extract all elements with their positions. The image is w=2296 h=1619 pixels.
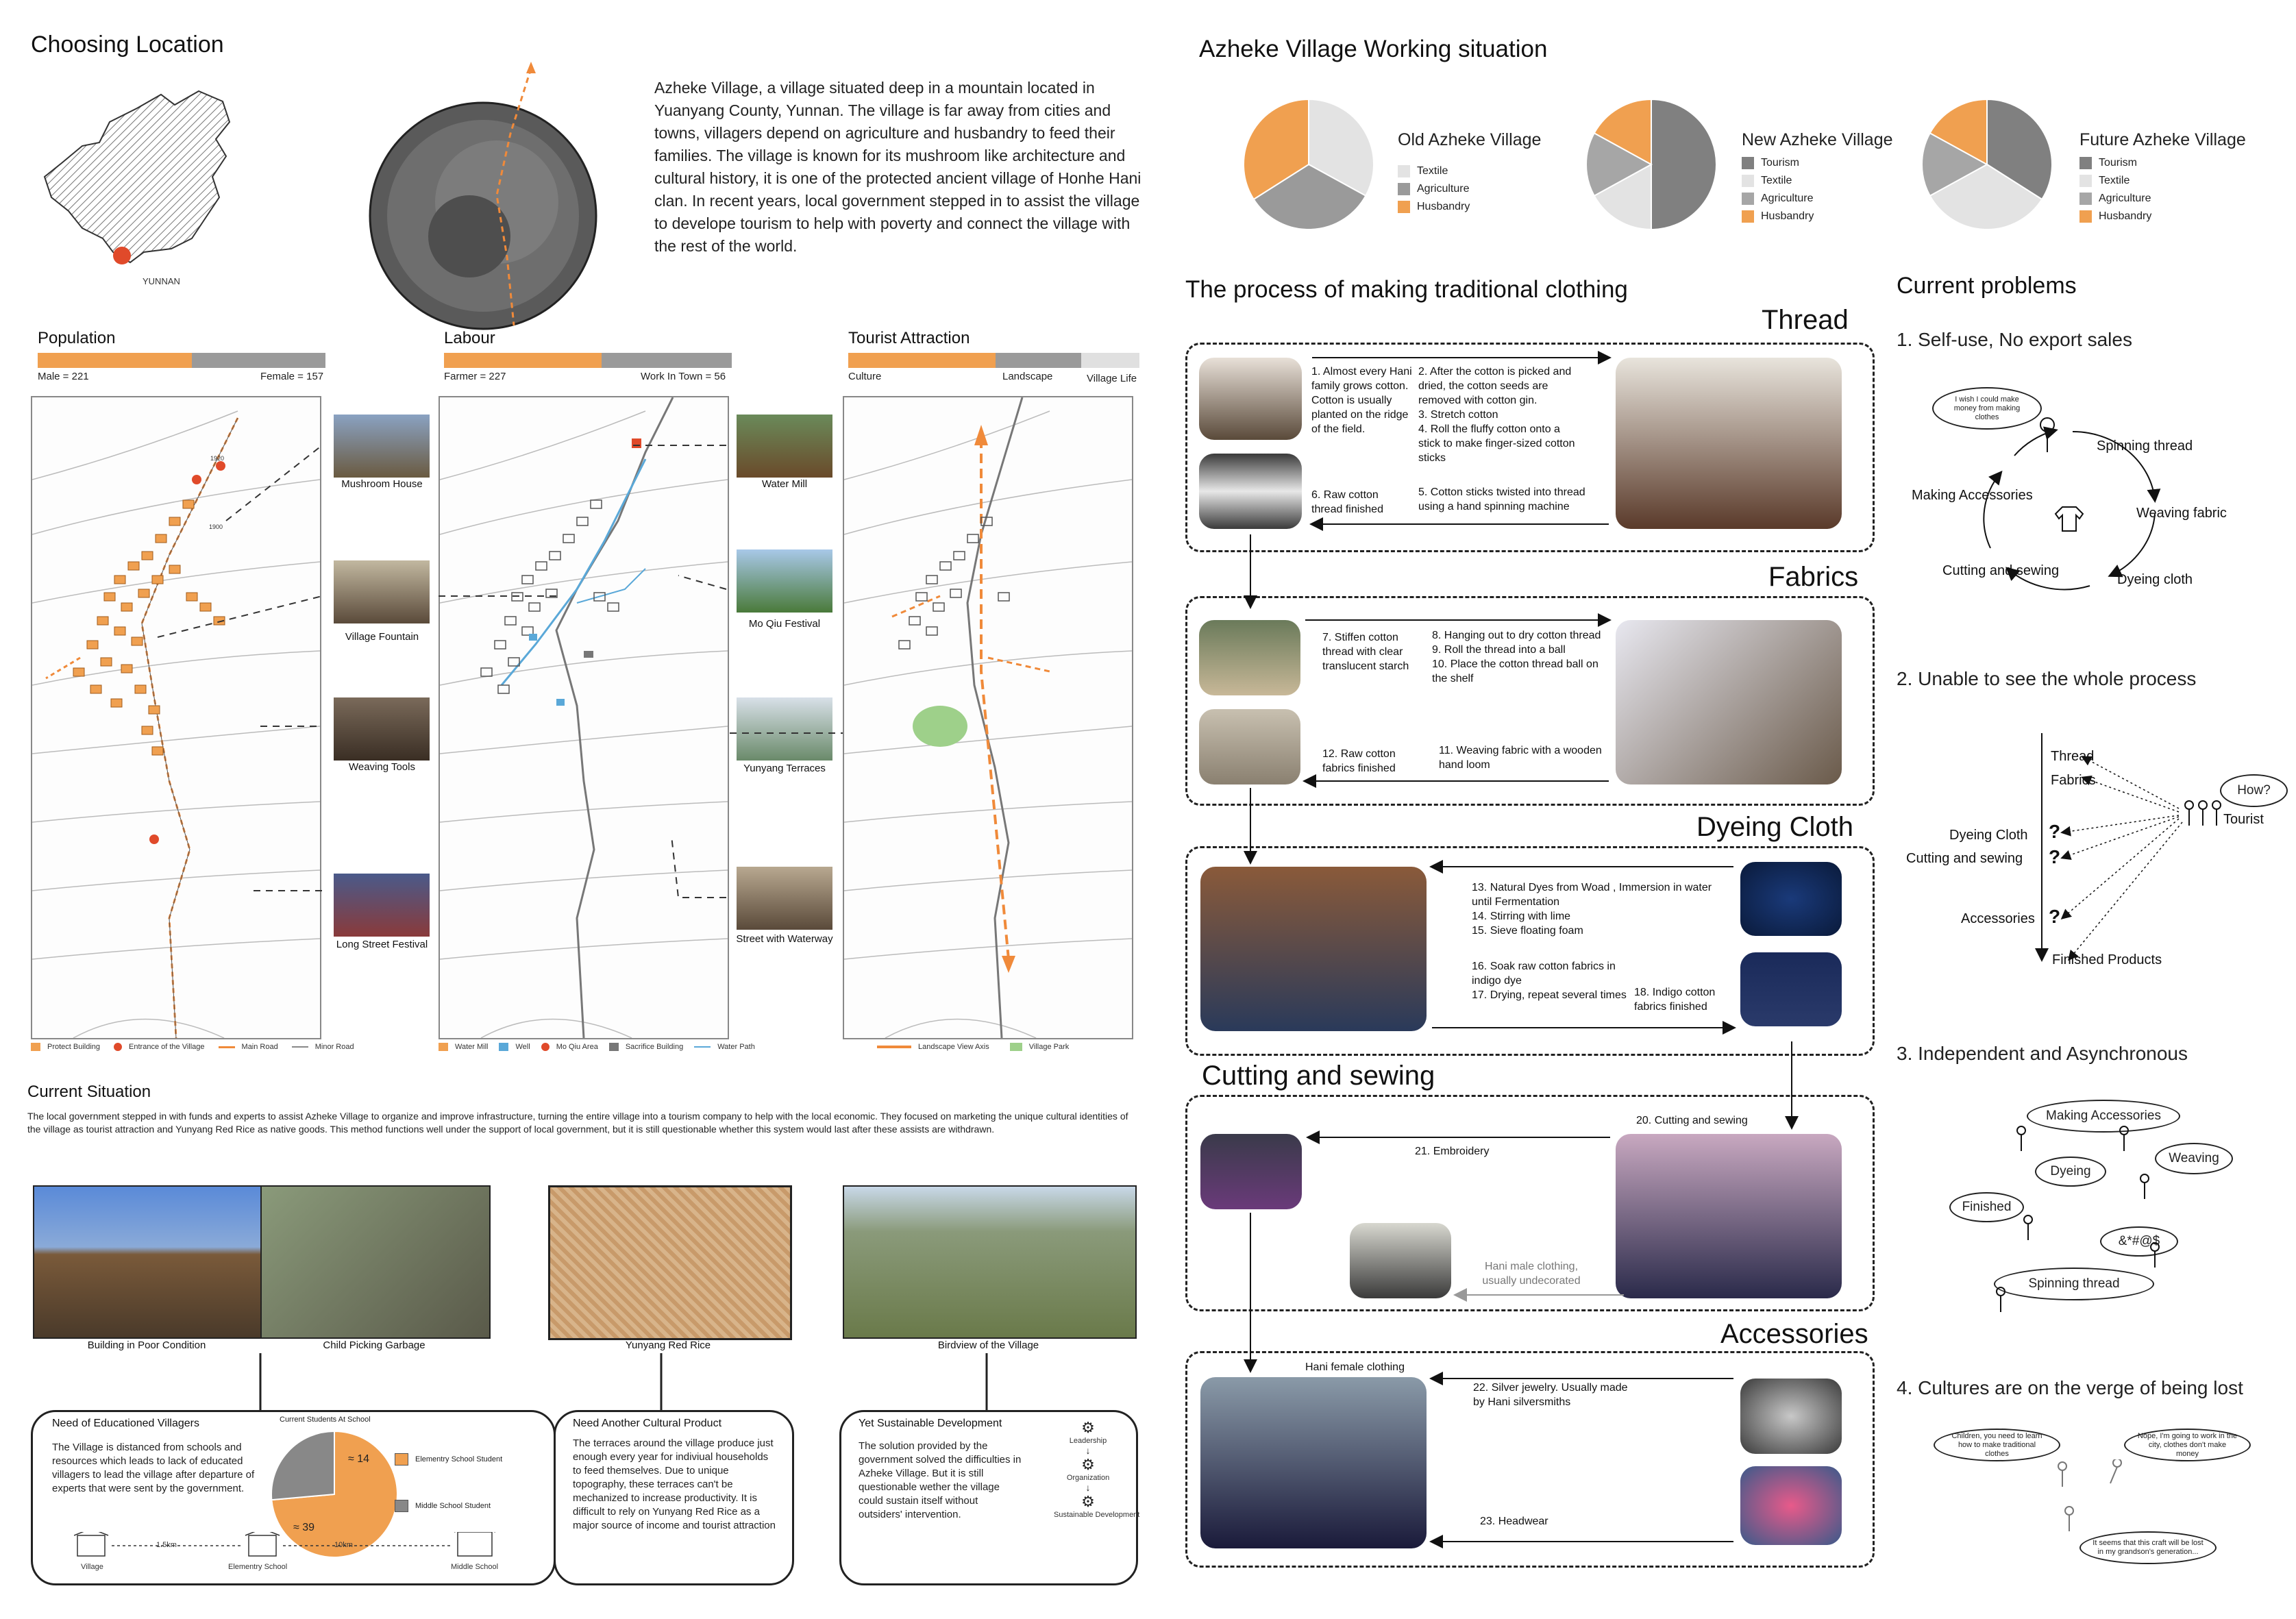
labour-farmer-bar [444, 353, 602, 368]
photo-cotton-thread [1199, 454, 1302, 529]
population-title: Population [38, 329, 116, 347]
photo-poor-building [33, 1185, 263, 1339]
tourist-legend: Landscape View Axis Village Park [877, 1043, 1069, 1051]
p4-bubble-grandparent: It seems that this craft will be lost in my grandson's generation... [2079, 1531, 2217, 1564]
photo-street-waterway [737, 867, 832, 930]
sustainable-box-title: Yet Sustainable Development [859, 1418, 1002, 1429]
problems-title: Current problems [1897, 273, 2077, 299]
photo-mushroom-house [334, 415, 430, 478]
photo-starch [1199, 620, 1300, 695]
tourist-label-village: Village Life [1087, 373, 1137, 384]
current-situation-title: Current Situation [27, 1083, 151, 1101]
male-count: Male = 221 [38, 371, 89, 382]
thread-step-2-4: 2. After the cotton is picked and dried, the cotton seeds are removed with cotton gin. 3. Stretch cotton 4. Roll the fluffy cotton onto a stick to make finger-sized cotton sticks [1418, 366, 1575, 464]
labour-map [439, 396, 729, 1039]
p4-bubble-elder: Children, you need to learn how to make traditional clothes [1934, 1429, 2060, 1461]
photo-male-clothing [1350, 1223, 1451, 1298]
pie-future [1918, 89, 2056, 240]
caption-birdview: Birdview of the Village [937, 1339, 1039, 1351]
dyeing-step-13-15: 13. Natural Dyes from Woad , Immersion in water until Fermentation 14. Stirring with lime 15. Sieve floating foam [1472, 882, 1712, 937]
cultural-box-text: The terraces around the village produce just enough every year for indiviual households to feed themselves. Due to unique topography, these terraces can't be mechanized to increase productivity. It is difficult to rely on Yunyang Red Rice as a major source of income and tourist attraction [573, 1437, 776, 1531]
p2-fabrics: Fabrics [2051, 773, 2096, 788]
sustainable-box-text: The solution provided by the government solved the difficulties in Azheke Village. But it is still questionable wether the village could sustain itself without outsiders' intervention. [859, 1440, 1022, 1520]
labour-title: Labour [444, 329, 495, 347]
p2-tourist-label: Tourist [2223, 812, 2264, 827]
thread-step-5: 5. Cotton sticks twisted into thread using a hand spinning machine [1418, 486, 1585, 512]
photo-village-fountain [334, 560, 430, 623]
female-clothing-caption: Hani female clothing [1305, 1361, 1405, 1373]
caption-long-street-festival: Long Street Festival [336, 939, 428, 950]
fabric-step-8-10: 8. Hanging out to dry cotton thread 9. Roll the thread into a ball 10. Place the cotton thread ball on the shelf [1432, 630, 1601, 684]
path-elementary: Elementry School [228, 1563, 288, 1571]
problem-1-title: 1. Self-use, No export sales [1897, 329, 2132, 350]
organization-icon: ⚙ [1081, 1456, 1095, 1473]
photo-loom [1616, 620, 1842, 784]
photo-embroidery [1200, 1134, 1302, 1209]
yunnan-label: YUNNAN [143, 276, 180, 286]
cycle-dyeing-cloth: Dyeing cloth [2117, 572, 2193, 587]
cutting-section-title: Cutting and sewing [1191, 1061, 1446, 1091]
photo-raw-fabric [1199, 709, 1300, 784]
tourist-culture-bar [848, 353, 996, 368]
cycle-cutting-sewing: Cutting and sewing [1942, 563, 2060, 578]
students-pie-g-slice-1 [271, 1431, 334, 1500]
tourist-label-landscape: Landscape [1002, 371, 1053, 382]
choosing-location-title: Choosing Location [31, 32, 224, 58]
satellite-circle [367, 58, 606, 332]
svg-text:1900: 1900 [209, 523, 223, 530]
education-box-title: Need of Educationed Villagers [52, 1418, 199, 1429]
labour-legend: Water Mill Well Mo Qiu Area Sacrifice Building Water Path [439, 1043, 755, 1051]
town-count: Work In Town = 56 [641, 371, 726, 382]
dyeing-step-18: 18. Indigo cotton fabrics finished [1634, 987, 1716, 1013]
cycle-spinning-thread: Spinning thread [2097, 438, 2193, 454]
photo-silver-jewelry [1740, 1379, 1842, 1454]
tourists-icon [2185, 801, 2221, 826]
leadership-icon: ⚙ [1081, 1419, 1095, 1436]
current-situation-text: The local government stepped in with funds and experts to assist Azheke Village to organize and improve infrastructure, turning the entire village into a tourism company to help with the local economic. They focused on marketing the unique cultural identities of the village as tourist attraction and Yunyang Red Rice as native goods. This method functions well under the support of local government, but it is still questionable whether this system would last after these assists are withdrawn. [27, 1111, 1128, 1135]
p3-bubble-finished: Finished [1949, 1192, 2024, 1222]
thread-section-title: Thread [1751, 305, 1860, 336]
photo-dyeing-vat [1200, 867, 1427, 1031]
population-female-bar [192, 353, 325, 368]
population-map [31, 396, 321, 1039]
pie-legend-elementary: Elementry School Student [395, 1453, 502, 1466]
thread-step-1: 1. Almost every Hani family grows cotton. Cotton is usually planted on the ridge of the field. [1311, 366, 1412, 435]
fabric-step-7: 7. Stiffen cotton thread with clear translucent starch [1322, 632, 1409, 672]
problem-2-title: 2. Unable to see the whole process [1897, 668, 2197, 689]
process-title: The process of making traditional clothing [1185, 276, 1628, 303]
pie-label-elementary: ≈ 39 [293, 1522, 315, 1533]
svg-text:1920: 1920 [210, 455, 225, 462]
tourist-label-culture: Culture [848, 371, 882, 382]
accessory-step-22: 22. Silver jewelry. Usually made by Hani silversmiths [1473, 1382, 1628, 1408]
problem-4-title: 4. Cultures are on the verge of being lost [1897, 1377, 2243, 1398]
p4-people-icons [2049, 1459, 2145, 1548]
p2-finished-products: Finished Products [2052, 952, 2162, 967]
photo-red-rice [548, 1185, 792, 1340]
accessories-section-title: Accessories [1709, 1319, 1879, 1350]
dyeing-section-title: Dyeing Cloth [1686, 812, 1864, 843]
photo-spinning [1616, 358, 1842, 529]
p2-question-2: ? [2049, 846, 2061, 867]
tourist-landscape-bar [996, 353, 1081, 368]
working-situation-title: Azheke Village Working situation [1199, 36, 1548, 62]
path-distance-2: 10km [334, 1541, 353, 1549]
tourist-attraction-title: Tourist Attraction [848, 329, 970, 347]
fabrics-section-title: Fabrics [1757, 562, 1869, 593]
caption-village-fountain: Village Fountain [345, 631, 419, 643]
female-count: Female = 157 [260, 371, 324, 382]
sustainable-box [839, 1410, 1138, 1585]
thread-step-6: 6. Raw cotton thread finished [1311, 489, 1383, 515]
dyeing-step-16-17: 16. Soak raw cotton fabrics in indigo dye 17. Drying, repeat several times [1472, 961, 1627, 1001]
photo-indigo-fabric [1740, 952, 1842, 1026]
p3-people-icons [1980, 1124, 2199, 1322]
cultural-box-title: Need Another Cultural Product [573, 1418, 722, 1429]
p2-cutting-sewing: Cutting and sewing [1906, 851, 2023, 866]
p2-question-1: ? [2049, 821, 2061, 842]
p3-bubble-symbols: &*#@$ [2100, 1226, 2178, 1257]
p2-dyeing-cloth: Dyeing Cloth [1949, 828, 2028, 843]
photo-water-mill [737, 415, 832, 478]
pie-old-legend: Old Azheke Village Textile Agriculture Husbandry [1398, 130, 1542, 212]
caption-mo-qiu-festival: Mo Qiu Festival [748, 618, 821, 630]
caption-poor-building: Building in Poor Condition [87, 1339, 206, 1351]
photo-headwear [1740, 1466, 1842, 1545]
students-pie-title: Current Students At School [280, 1416, 371, 1424]
education-box-text: The Village is distanced from schools and resources which leads to lack of educated villagers to lead the village after departure of experts that were sent by the government. [52, 1442, 255, 1494]
photo-female-clothing [1200, 1377, 1427, 1548]
cutting-step-21: 21. Embroidery [1415, 1146, 1490, 1157]
caption-mushroom-house: Mushroom House [341, 478, 423, 490]
path-distance-1: 1.5km [156, 1541, 177, 1549]
growth-icon: ⚙ [1081, 1493, 1095, 1510]
fabric-step-11: 11. Weaving fabric with a wooden hand loom [1439, 745, 1602, 771]
farmer-count: Farmer = 227 [444, 371, 506, 382]
pie-future-legend: Future Azheke Village Tourism Textile Agriculture Husbandry [2079, 130, 2246, 222]
p2-accessories: Accessories [1961, 911, 2035, 926]
caption-weaving-tools: Weaving Tools [348, 761, 415, 773]
pie-legend-middle: Middle School Student [395, 1500, 491, 1512]
tourist-village-bar [1081, 353, 1139, 368]
p3-bubble-dyeing: Dyeing [2035, 1157, 2106, 1187]
caption-street-waterway: Street with Waterway [736, 933, 833, 945]
box-connectors [0, 1353, 1165, 1415]
education-box [31, 1410, 556, 1585]
caption-red-rice: Yunyang Red Rice [625, 1339, 711, 1351]
problem-2-diagram [2028, 733, 2261, 966]
caption-yunyang-terraces: Yunyang Terraces [743, 763, 826, 774]
photo-cotton [1199, 358, 1302, 440]
photo-long-street-festival [334, 874, 430, 937]
cycle-making-accessories: Making Accessories [1912, 488, 2033, 503]
photo-birdview [843, 1185, 1137, 1339]
caption-water-mill: Water Mill [761, 478, 808, 490]
photo-weaving-tools [334, 697, 430, 761]
problem-3-title: 3. Independent and Asynchronous [1897, 1043, 2188, 1064]
path-village: Village [81, 1563, 103, 1571]
photo-child-garbage [260, 1185, 491, 1339]
sustainable-steps: ⚙ Leadership ↓ ⚙ Organization ↓ ⚙ Sustainable Development [1054, 1419, 1140, 1519]
photo-cutting-sewing [1616, 1134, 1842, 1298]
p2-thread: Thread [2051, 749, 2095, 764]
p3-bubble-accessories: Making Accessories [2027, 1100, 2180, 1133]
population-male-bar [38, 353, 192, 368]
photo-indigo-dye [1740, 862, 1842, 936]
pie-new-g-slice-0 [1651, 99, 1716, 230]
caption-child-garbage: Child Picking Garbage [323, 1339, 425, 1351]
p2-how-bubble: How? [2220, 774, 2288, 807]
p4-bubble-youth: Nope, I'm going to work in the city, clothes don't make money [2124, 1429, 2251, 1461]
cultural-product-box [554, 1410, 794, 1585]
pie-label-middle: ≈ 14 [348, 1453, 370, 1465]
pie-new [1583, 89, 1720, 240]
china-map [34, 81, 240, 280]
photo-mo-qiu-festival [737, 549, 832, 613]
cycle-weaving-fabric: Weaving fabric [2136, 506, 2227, 521]
fabric-step-12: 12. Raw cotton fabrics finished [1322, 748, 1396, 774]
path-middle: Middle School [451, 1563, 499, 1571]
male-clothing-caption: Hani male clothing, usually undecorated [1482, 1261, 1581, 1287]
p3-bubble-spinning: Spinning thread [1994, 1268, 2154, 1300]
pie-old [1240, 89, 1377, 240]
accessory-step-23: 23. Headwear [1480, 1516, 1548, 1527]
shirt-icon [2056, 507, 2083, 531]
p2-question-3: ? [2049, 906, 2061, 927]
p3-bubble-weaving: Weaving [2155, 1143, 2233, 1174]
photo-yunyang-terraces [737, 697, 832, 761]
cutting-step-20: 20. Cutting and sewing [1636, 1115, 1748, 1126]
problem-1-bubble: I wish I could make money from making clothes [1932, 387, 2042, 430]
labour-town-bar [602, 353, 732, 368]
pie-new-legend: New Azheke Village Tourism Textile Agriculture Husbandry [1742, 130, 1893, 222]
tourist-map [843, 396, 1133, 1039]
intro-paragraph: Azheke Village, a village situated deep in a mountain located in Yuanyang County, Yunnan. The village is far away from cities and towns, villagers depend on agriculture and husbandry to feed their families. The village is known for its mushroom like architecture and cultural history, it is one of the protected ancient village of Honhe Hani clan. In recent years, local government stepped in to assist the village to develope tourism to help with poverty and connect the village with the rest of the world. [654, 79, 1141, 255]
population-legend: Protect Building Entrance of the Village Main Road Minor Road [31, 1043, 354, 1051]
